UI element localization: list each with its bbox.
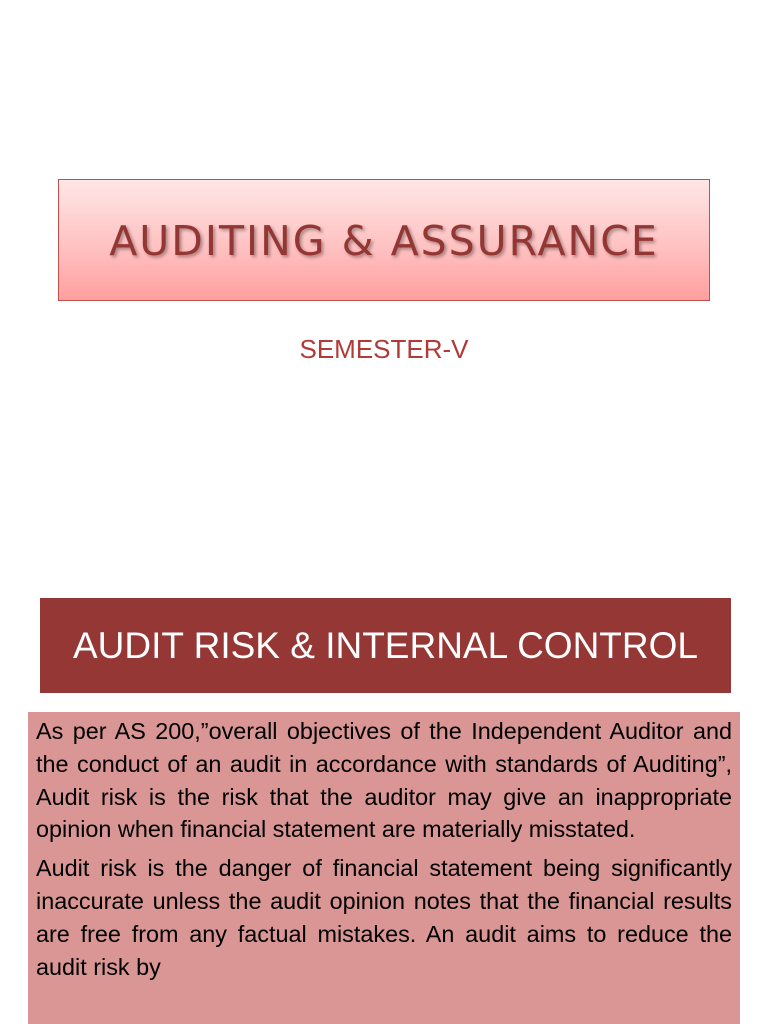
body-text-box: [28, 712, 740, 1024]
body-paragraph: As per AS 200,”overall objectives of the Independent Auditor and the conduct of an audit in accordance with standards of Auditing”, Audit risk is the risk that the auditor may give an inappropriate opinion when financial statement are materially misstated.: [36, 718, 732, 843]
slide-subtitle: SEMESTER-V: [299, 334, 469, 364]
slide-title: AUDITING & ASSURANCE: [109, 217, 659, 265]
body-paragraph: Audit risk is the danger of financial statement being significantly inaccurate unless the audit opinion notes that the financial results are free from any factual mistakes. An audit aims to reduce the audit risk by: [36, 855, 732, 980]
section-heading: AUDIT RISK & INTERNAL CONTROL: [73, 624, 698, 666]
title-box: [58, 179, 710, 301]
section-header: [40, 598, 731, 693]
